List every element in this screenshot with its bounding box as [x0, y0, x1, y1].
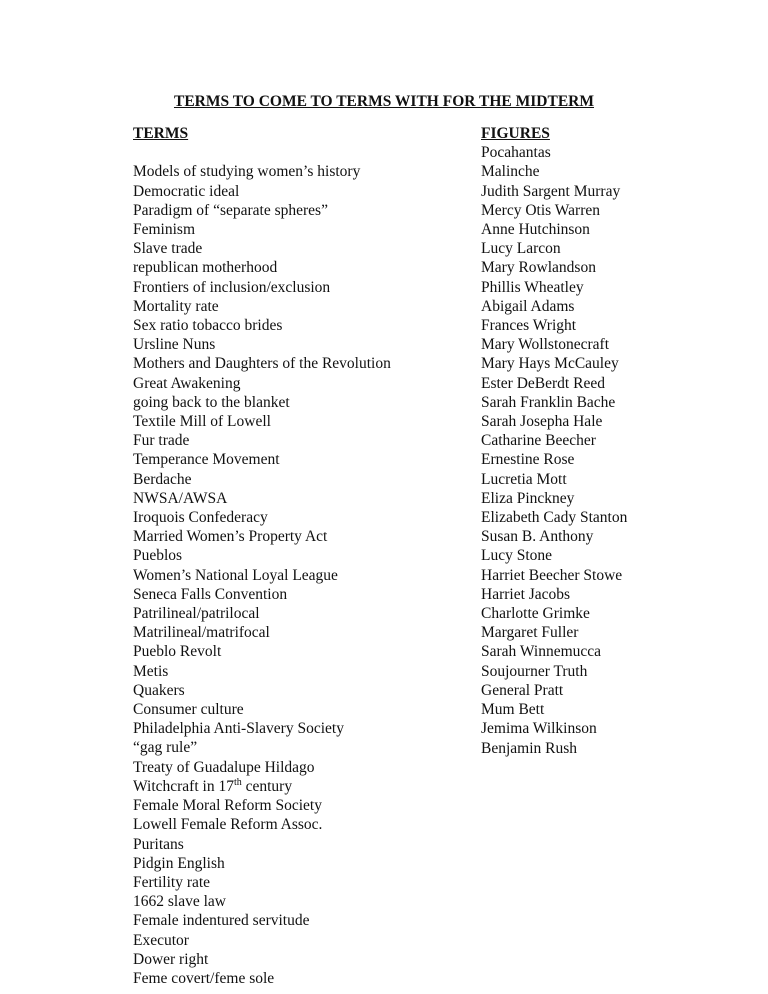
- figure-item-text: Eliza Pinckney: [481, 489, 575, 507]
- figure-item: [481, 393, 627, 412]
- term-item: [133, 258, 391, 277]
- figure-item: [481, 604, 627, 623]
- term-item-text: Puritans: [133, 835, 184, 853]
- term-item-text: Frontiers of inclusion/exclusion: [133, 278, 331, 296]
- figure-item-text: Mary Hays McCauley: [481, 355, 619, 373]
- term-item-text: Married Women’s Property Act: [133, 528, 328, 546]
- term-item-text: 1662 slave law: [133, 893, 226, 911]
- figure-item: [481, 316, 627, 335]
- figures-heading: FIGURES: [481, 125, 550, 142]
- term-item-text: Executor: [133, 931, 189, 949]
- term-item-text: Mothers and Daughters of the Revolution: [133, 355, 391, 373]
- term-item-text: Witchcraft in 17: [133, 777, 234, 795]
- figure-item-text: Catharine Beecher: [481, 432, 596, 450]
- figure-item-text: Harriet Beecher Stowe: [481, 566, 623, 584]
- term-item: [133, 470, 391, 489]
- term-item-text-suffix: century: [241, 777, 293, 795]
- term-item: [133, 969, 391, 988]
- figure-item-text: Mum Bett: [481, 701, 545, 719]
- term-item-text: Iroquois Confederacy: [133, 509, 268, 527]
- term-item: [133, 431, 391, 450]
- figure-item: [481, 566, 627, 585]
- figure-item: [481, 508, 627, 527]
- term-item: [133, 931, 391, 950]
- term-item: [133, 354, 391, 373]
- term-item: [133, 681, 391, 700]
- figure-item-text: Lucy Larcon: [481, 240, 561, 258]
- figure-item-text: Mary Rowlandson: [481, 259, 596, 277]
- term-item-text: Models of studying women’s history: [133, 163, 361, 181]
- figure-item-text: Mary Wollstonecraft: [481, 336, 610, 354]
- term-item-text: Consumer culture: [133, 701, 244, 719]
- term-item-text: Dower right: [133, 950, 209, 968]
- figure-item: [481, 335, 627, 354]
- term-item: [133, 854, 391, 873]
- term-item: [133, 835, 391, 854]
- figure-item-text: Frances Wright: [481, 317, 577, 335]
- term-item-text: “gag rule”: [133, 739, 198, 757]
- figure-item-text: Ester DeBerdt Reed: [481, 374, 605, 392]
- term-item-text: Fur trade: [133, 432, 190, 450]
- term-item: [133, 700, 391, 719]
- term-item: [133, 527, 391, 546]
- term-item-text: Treaty of Guadalupe Hildago: [133, 758, 315, 776]
- term-item-text: Philadelphia Anti-Slavery Society: [133, 720, 344, 738]
- figure-item: [481, 489, 627, 508]
- figure-item: [481, 739, 627, 758]
- term-item-text: Matrilineal/matrifocal: [133, 624, 270, 642]
- term-item-text: Pueblos: [133, 547, 183, 565]
- figure-item: [481, 162, 627, 181]
- term-item: [133, 201, 391, 220]
- figure-item-text: Sarah Franklin Bache: [481, 393, 616, 411]
- term-item: [133, 892, 391, 911]
- figure-item: [481, 450, 627, 469]
- term-item: [133, 719, 391, 738]
- term-item: [133, 815, 391, 834]
- terms-list: [133, 162, 391, 988]
- term-item-text: Pidgin English: [133, 854, 225, 872]
- terms-heading: TERMS: [133, 125, 189, 142]
- term-item-text: Female indentured servitude: [133, 912, 310, 930]
- figure-item: [481, 546, 627, 565]
- term-item-text: NWSA/AWSA: [133, 489, 228, 507]
- document-title: TERMS TO COME TO TERMS WITH FOR THE MIDTERM: [173, 93, 595, 110]
- term-item: [133, 777, 391, 796]
- figures-column: [481, 124, 627, 758]
- figure-item-text: Susan B. Anthony: [481, 528, 594, 546]
- blank-line: [133, 143, 391, 162]
- term-item: [133, 508, 391, 527]
- term-item-text: republican motherhood: [133, 259, 278, 277]
- term-item: [133, 220, 391, 239]
- term-item-text: Sex ratio tobacco brides: [133, 317, 283, 335]
- term-item: [133, 182, 391, 201]
- term-item-text: Lowell Female Reform Assoc.: [133, 816, 323, 834]
- term-item-text: Great Awakening: [133, 374, 241, 392]
- term-item: [133, 450, 391, 469]
- figure-item-text: Soujourner Truth: [481, 662, 588, 680]
- term-item-text: Seneca Falls Convention: [133, 585, 288, 603]
- term-item: [133, 489, 391, 508]
- term-item: [133, 566, 391, 585]
- term-item: [133, 393, 391, 412]
- term-item-text: Quakers: [133, 681, 185, 699]
- figure-item: [481, 412, 627, 431]
- figure-item: [481, 354, 627, 373]
- figure-item-text: Harriet Jacobs: [481, 585, 571, 603]
- term-item-text: Female Moral Reform Society: [133, 797, 322, 815]
- term-item: [133, 604, 391, 623]
- figure-item: [481, 719, 627, 738]
- figure-item: [481, 681, 627, 700]
- term-item: [133, 585, 391, 604]
- figure-item-text: Sarah Winnemucca: [481, 643, 602, 661]
- term-item-text: going back to the blanket: [133, 393, 290, 411]
- figure-item-text: Lucy Stone: [481, 547, 553, 565]
- figure-item: [481, 431, 627, 450]
- term-item: [133, 335, 391, 354]
- figure-item: [481, 297, 627, 316]
- figure-item: [481, 374, 627, 393]
- term-item-text: Temperance Movement: [133, 451, 280, 469]
- term-item-text: Democratic ideal: [133, 182, 240, 200]
- figure-item-text: Margaret Fuller: [481, 624, 579, 642]
- figure-item-text: Anne Hutchinson: [481, 221, 590, 239]
- term-item-text: Textile Mill of Lowell: [133, 413, 271, 431]
- term-item: [133, 546, 391, 565]
- figure-item-text: Charlotte Grimke: [481, 605, 590, 623]
- figure-item: [481, 220, 627, 239]
- term-item: [133, 758, 391, 777]
- term-item-text: Pueblo Revolt: [133, 643, 222, 661]
- figure-item-text: Sarah Josepha Hale: [481, 413, 603, 431]
- term-item: [133, 873, 391, 892]
- figure-item-text: Lucretia Mott: [481, 470, 567, 488]
- term-item: [133, 738, 391, 757]
- superscript: th: [233, 776, 242, 788]
- term-item-text: Patrilineal/patrilocal: [133, 605, 260, 623]
- figure-item-text: Abigail Adams: [481, 297, 575, 315]
- figure-item: [481, 278, 627, 297]
- term-item: [133, 316, 391, 335]
- figure-item: [481, 182, 627, 201]
- figure-item-text: Jemima Wilkinson: [481, 720, 597, 738]
- figure-item: [481, 585, 627, 604]
- figure-item: [481, 143, 627, 162]
- figure-item-text: Mercy Otis Warren: [481, 201, 600, 219]
- term-item: [133, 412, 391, 431]
- term-item: [133, 278, 391, 297]
- figure-item: [481, 662, 627, 681]
- term-item: [133, 239, 391, 258]
- term-item-text: Slave trade: [133, 240, 203, 258]
- figure-item: [481, 258, 627, 277]
- figure-item-text: Ernestine Rose: [481, 451, 575, 469]
- term-item-text: Women’s National Loyal League: [133, 566, 338, 584]
- figure-item: [481, 470, 627, 489]
- figure-item-text: Malinche: [481, 163, 540, 181]
- term-item-text: Ursline Nuns: [133, 336, 216, 354]
- term-item: [133, 796, 391, 815]
- term-item: [133, 911, 391, 930]
- figure-item-text: Pocahantas: [481, 144, 551, 162]
- term-item-text: Mortality rate: [133, 297, 219, 315]
- term-item: [133, 162, 391, 181]
- term-item: [133, 297, 391, 316]
- term-item-text: Paradigm of “separate spheres”: [133, 201, 328, 219]
- figure-item: [481, 700, 627, 719]
- term-item-text: Berdache: [133, 470, 192, 488]
- figure-item: [481, 527, 627, 546]
- figure-item-text: General Pratt: [481, 681, 564, 699]
- term-item-text: Feme covert/feme sole: [133, 969, 275, 987]
- term-item: [133, 950, 391, 969]
- term-item: [133, 662, 391, 681]
- term-item-text: Feminism: [133, 221, 196, 238]
- figure-item-text: Phillis Wheatley: [481, 278, 584, 296]
- term-item-text: Fertility rate: [133, 873, 211, 891]
- figure-item-text: Judith Sargent Murray: [481, 182, 621, 200]
- term-item: [133, 623, 391, 642]
- figure-item: [481, 642, 627, 661]
- figure-item: [481, 201, 627, 220]
- terms-column: [133, 124, 391, 988]
- figures-list: [481, 143, 627, 758]
- figure-item: [481, 623, 627, 642]
- term-item-text: Metis: [133, 662, 169, 680]
- figure-item-text: Benjamin Rush: [481, 739, 578, 757]
- term-item: [133, 374, 391, 393]
- term-item: [133, 642, 391, 661]
- figure-item-text: Elizabeth Cady Stanton: [481, 509, 628, 527]
- figure-item: [481, 239, 627, 258]
